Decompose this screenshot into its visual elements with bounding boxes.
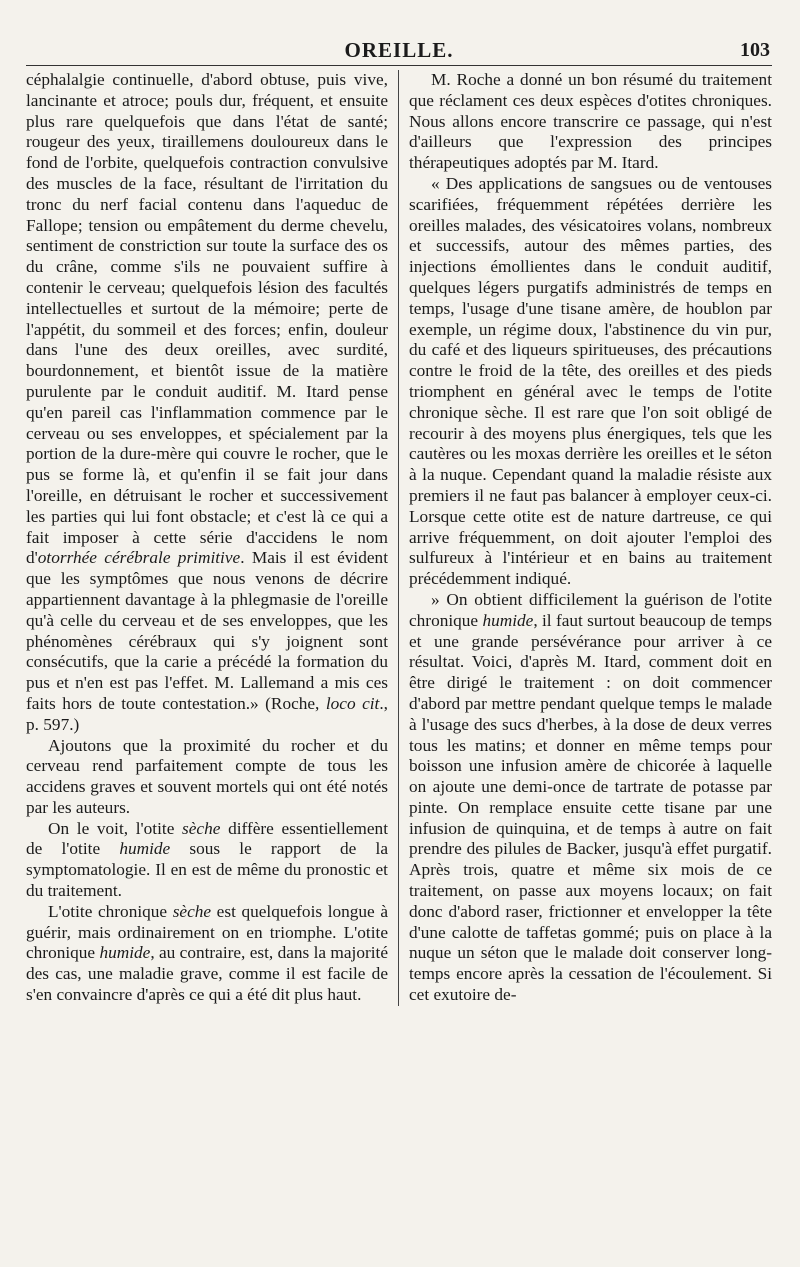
paragraph-symptoms: céphalalgie continuelle, d'abord obtuse, puis vive, lancinante et atroce; pouls dur, fréquent, et ensuite plus rare quelquefois que dans l'état de santé; rougeur des yeux, tiraillemens douloureux dans le fond de l'orbite, quelquefois contraction convulsive des muscles de la face, résultant de l'irritation du tronc du nerf facial contenu dans l'aqueduc de Fallope; tension ou empâtement du derme chevelu, sentiment de constriction sur toute la surface des os du crâne, comme s'ils ne pouvaient suffire à contenir le cerveau; quelquefois lésion des facultés intellectuelles et surtout de la mémoire; perte de l'appétit, du sommeil et des forces; enfin, douleur dans l'une des deux oreilles, avec surdité, bourdonnement, et bientôt issue de la matière purulente par le conduit auditif. M. Itard pense qu'en pareil cas l'inflammation commence par le cerveau ou ses enveloppes, et spécialement par la portion de la dure-mère qui couvre le rocher, que le pus se forme là, et qu'enfin il se fait jour dans l'oreille, en détruisant le rocher et successivement les parties qui lui font obstacle; et c'est là ce qui a fait imposer à cette série d'accidens le nom d'otorrhée cérébrale primitive. Mais il est évident que les symptômes que nous venons de décrire appartiennent davantage à la phlegmasie de l'oreille qu'à celle du cerveau et de ses enveloppes, que les phénomènes cérébraux qui s'y joignent sont consécutifs, que la carie a précédé la formation du pus et n'en est pas l'effet. M. Lallemand a mis ces faits hors de toute contestation.» (Roche, loco cit., p. 597.) (26, 70, 388, 734)
paragraph-roche-summary: M. Roche a donné un bon résumé du traitement que réclament ces deux espèces d'otites chroniques. Nous allons encore transcrire ce passage, qui n'est d'ailleurs que l'expression des principes thérapeutiques adoptés par M. Itard. (409, 70, 772, 173)
running-title: OREILLE. (344, 38, 454, 62)
text-columns (26, 70, 772, 1006)
paragraph-humid-otitis-treatment: » On obtient difficilement la guérison de l'otite chronique humide, il faut surtout beaucoup de temps et une grande persévérance pour arriver à ce résultat. Voici, d'après M. Itard, comment doit en être dirigé le traitement : on doit commencer d'abord par mettre pendant quelque temps le malade à l'usage des sucs d'herbes, à la dose de deux verres tous les matins; et donner en même temps pour boisson une infusion amère de chicorée à laquelle on ajoute une demi-once de tartrate de potasse par pinte. On remplace ensuite cette tisane par une infusion de quinquina, et de temps à autre on fait prendre des pilules de Backer, jusqu'à effet purgatif. Après trois, quatre et même six mois de ce traitement, on passe aux moyens locaux; on fait donc d'abord raser, frictionner et envelopper la tête d'une calotte de taffetas gommé; puis on place à la nuque un séton que le malade doit conserver long-temps encore après la cessation de l'écoulement. Si cet exutoire de- (409, 589, 772, 1005)
paragraph-proximity: Ajoutons que la proximité du rocher et du cerveau rend parfaitement compte de tous les accidens graves et souvent mortels qui ont été notés par les auteurs. (26, 735, 388, 817)
page-header (26, 36, 772, 66)
paragraph-dry-otitis-treatment: « Des applications de sangsues ou de ventouses scarifiées, fréquemment répétées derrière les oreilles malades, des vésicatoires volans, nombreux et successifs, autour des mêmes parties, des injections émollientes dans le conduit auditif, quelques légers purgatifs administrés de temps en temps, l'usage d'une tisane amère, de houblon par exemple, un régime doux, l'abstinence du vin pur, du café et des liqueurs spiritueuses, des précautions contre le froid de la tête, des oreilles et des pieds triomphent en général avec le temps de l'otite chronique sèche. Il est rare que l'on soit obligé de recourir à des moyens plus énergiques, tels que les cautères ou les moxas derrière les oreilles et le séton à la nuque. Cependant quand la maladie résiste aux premiers il ne faut pas balancer à employer ceux-ci. Lorsque cette otite est de nature dartreuse, ce qui arrive fréquemment, on doit ajouter l'emploi des sulfureux à l'intérieur et en bains au traitement précédemment indiqué. (409, 173, 772, 589)
header-rule (26, 65, 772, 66)
paragraph-chronic-prognosis: L'otite chronique sèche est quelquefois longue à guérir, mais ordinairement on en triomphe. L'otite chronique humide, au contraire, est, dans la majorité des cas, une maladie grave, comme il est facile de s'en convaincre d'après ce qui a été dit plus haut. (26, 901, 389, 1005)
right-column (398, 70, 772, 1006)
left-column (26, 70, 398, 1006)
page-number: 103 (740, 39, 770, 61)
paragraph-otite-differences: On le voit, l'otite sèche diffère essentiellement de l'otite humide sous le rapport de la symptomatologie. Il en est de même du pronostic et du traitement. (26, 818, 388, 901)
